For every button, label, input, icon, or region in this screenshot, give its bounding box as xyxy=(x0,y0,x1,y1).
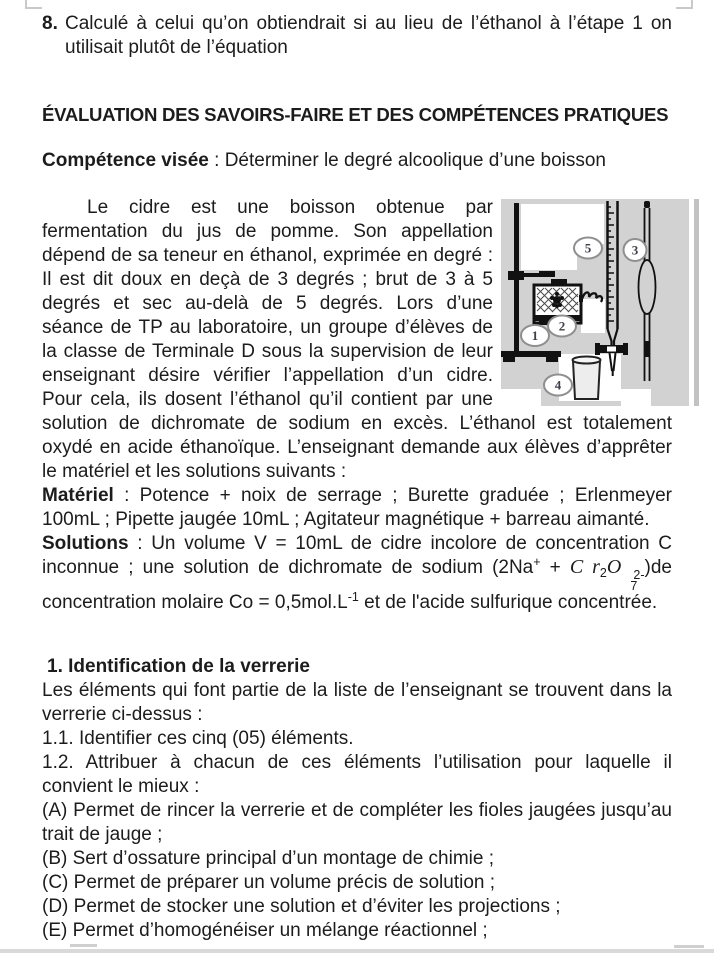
section1-title: 1. Identification de la verrerie xyxy=(47,656,310,677)
materiel-label: Matériel xyxy=(42,485,114,506)
na-charge-sup: + xyxy=(533,555,541,569)
competence-label: Compétence visée xyxy=(42,150,209,171)
crop-mark-bottom-left xyxy=(70,944,97,947)
option-d: (D) Permet de stocker une solution et d’éviter les projections ; xyxy=(42,896,561,917)
glassware-figure xyxy=(501,199,699,409)
bottom-gray-strip xyxy=(0,949,714,953)
competence-line xyxy=(42,149,672,173)
crop-corner-top-left xyxy=(25,0,42,9)
option-c: (C) Permet de préparer un volume précis de solution ; xyxy=(42,872,496,893)
intro-paragraph xyxy=(42,196,672,484)
label-circle-2 xyxy=(548,316,576,337)
formula-cr-sub: 2 xyxy=(599,566,607,580)
option-b: (B) Sert d’ossature principal d’un montage de chimie ; xyxy=(42,848,495,869)
option-e: (E) Permet d’homogénéiser un mélange réactionnel ; xyxy=(42,920,488,941)
solutions-text-3: )de concentration molaire Co = 0,5mol.L xyxy=(42,557,672,613)
competence-text: : Déterminer le degré alcoolique d’une boisson xyxy=(208,150,606,171)
question-1-2: 1.2. Attribuer à chacun de ces éléments l’utilisation pour laquelle il convient le mieux : xyxy=(42,752,672,797)
question-8 xyxy=(42,12,672,60)
svg-text:5: 5 xyxy=(584,240,592,256)
question-8-text: Calculé à celui qu’on obtiendrait si au lieu de l’éthanol à l’étape 1 on utilisait plutôt de l’équation xyxy=(65,13,672,58)
svg-text:1: 1 xyxy=(531,328,539,343)
materiel-paragraph xyxy=(42,484,672,532)
svg-text:3: 3 xyxy=(631,242,639,258)
question-1-1: 1.1. Identifier ces cinq (05) éléments. xyxy=(42,728,354,749)
section1-intro: Les éléments qui font partie de la liste de l’enseignant se trouvent dans la verrerie ci-dessus : xyxy=(42,680,672,725)
crop-corner-top-right xyxy=(676,0,693,9)
intro-text: Le cidre est une boisson obtenue par fermentation du jus de pomme. Son appellation dépend de sa teneur en éthanol, exprimée en degré : Il est dit doux en deçà de 3 degrés ; brut de 3 à 5 degrés et sec au-delà de 5 degrés. Lors d’une séance de TP au laboratoire, un groupe d’élèves de la classe de Terminale D sous la supervision de leur enseignant désire vérifier l’appellation d’un cidre. Pour cela, ils dosent l’éthanol qu’il contient par une solution de dichromate de sodium en excès. L’éthanol est totalement oxydé en acide éthanoïque. L’enseignant demande aux élèves d’apprêter le matériel et les solutions suivants : xyxy=(42,197,672,482)
solutions-label: Solutions xyxy=(42,533,129,554)
label-circle-4 xyxy=(544,375,572,396)
svg-text:4: 4 xyxy=(554,377,562,393)
formula-o-charge xyxy=(630,570,644,591)
label-circle-5 xyxy=(574,238,602,259)
beaker xyxy=(573,357,601,400)
label-circle-3 xyxy=(624,239,647,261)
solutions-text-1: : Un volume V = 10mL de cidre incolore de concentration C inconnue ; une solution de dichromate de sodium (2Na xyxy=(42,533,672,578)
crop-mark-bottom-right xyxy=(674,945,704,948)
materiel-text: : Potence + noix de serrage ; Burette graduée ; Erlenmeyer 100mL ; Pipette jaugée 10mL ; Agitateur magnétique + barreau aimanté. xyxy=(42,485,672,530)
question-8-number: 8. xyxy=(42,13,58,34)
conc-exponent: -1 xyxy=(347,590,359,604)
label-circle-1 xyxy=(521,325,549,346)
formula-o-sup: 2- xyxy=(633,568,645,582)
solutions-paragraph xyxy=(42,532,672,615)
option-a: (A) Permet de rincer la verrerie et de compléter les fioles jaugées jusqu’au trait de jauge ; xyxy=(42,800,672,845)
section-heading: ÉVALUATION DES SAVOIRS-FAIRE ET DES COMPÉTENCES PRATIQUES xyxy=(42,104,669,125)
solutions-plus: + xyxy=(540,557,570,578)
formula-o-sub: 7 xyxy=(630,578,638,593)
solutions-text-4: et de l'acide sulfurique concentrée. xyxy=(358,592,658,613)
svg-text:2: 2 xyxy=(558,318,566,334)
glassware-figure-svg xyxy=(501,199,699,406)
formula-cr: C r xyxy=(569,556,600,578)
formula-o: O xyxy=(606,556,622,578)
